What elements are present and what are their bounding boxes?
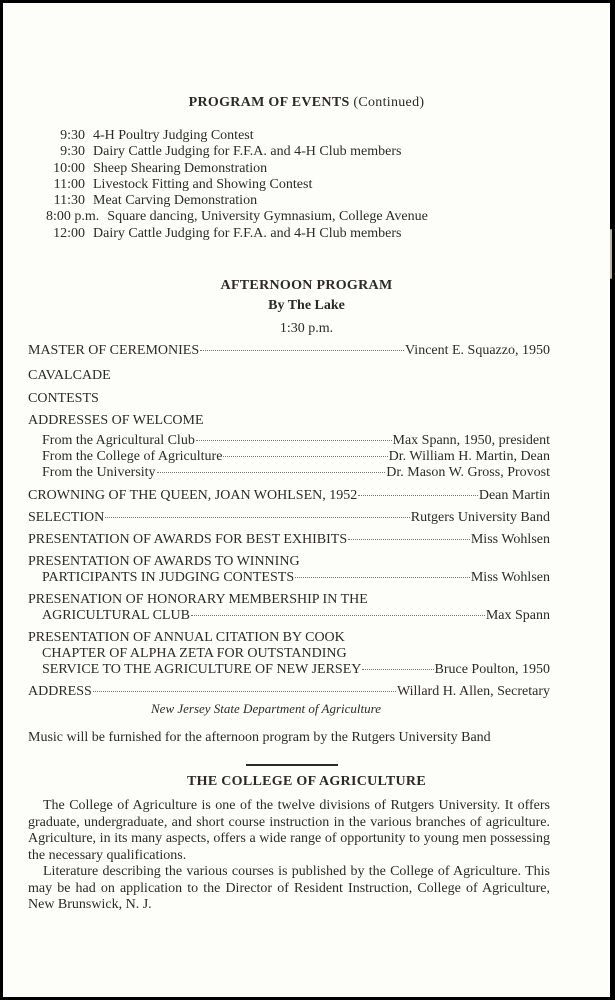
schedule-row: 10:00 Sheep Shearing Demonstration — [53, 160, 268, 176]
college-heading: THE COLLEGE OF AGRICULTURE — [187, 774, 426, 789]
program-item-citation-cont: SERVICE TO THE AGRICULTURE OF NEW JERSEY Bruce Poulton, 1950 — [42, 662, 550, 677]
section-divider — [246, 764, 338, 766]
address-organization: New Jersey State Department of Agriculture — [151, 701, 381, 716]
college-paragraph: Literature describing the various courses is published by the College of Agriculture. This may be had on application to the Director of Resident Instruction, College of Agriculture, New Brunswick, N. J. — [28, 864, 550, 912]
music-note: Music will be furnished for the afternoon program by the Rutgers University Band — [28, 730, 491, 745]
college-description — [28, 798, 550, 914]
program-events-heading: PROGRAM OF EVENTS (Continued) — [188, 95, 425, 110]
program-item-welcome: ADDRESSES OF WELCOME — [28, 413, 204, 428]
program-item-contests: CONTESTS — [28, 391, 99, 406]
program-page — [3, 3, 610, 997]
schedule-row: 9:30 4-H Poultry Judging Contest — [60, 128, 254, 143]
welcome-college: From the College of Agriculture Dr. William H. Martin, Dean — [42, 449, 550, 464]
program-item-awards-winning-cont: PARTICIPANTS IN JUDGING CONTESTS Miss Wohlsen — [42, 570, 550, 585]
program-item-master: MASTER OF CEREMONIES Vincent E. Squazzo, 1950 — [28, 343, 550, 358]
welcome-university: From the University Dr. Mason W. Gross, Provost — [42, 465, 550, 480]
schedule-row: 11:30 Meat Carving Demonstration — [53, 193, 258, 209]
program-item-awards-winning: PRESENTATION OF AWARDS TO WINNING — [28, 554, 300, 569]
schedule-row: 8:00 p.m. Square dancing, University Gymnasium, College Avenue — [46, 209, 428, 225]
schedule-row: 9:30 Dairy Cattle Judging for F.F.A. and 4-H Club members — [60, 144, 402, 160]
schedule-row: 11:00 Livestock Fitting and Showing Contest — [53, 176, 313, 192]
program-item-honorary: PRESENATION OF HONORARY MEMBERSHIP IN THE — [28, 592, 368, 607]
schedule-row: 12:00 Dairy Cattle Judging for F.F.A. and 4-H Club members — [53, 225, 402, 241]
program-item-awards-exhibits: PRESENTATION OF AWARDS FOR BEST EXHIBITS Miss Wohlsen — [28, 532, 550, 547]
program-item-cavalcade: CAVALCADE — [28, 368, 111, 383]
program-item-honorary-cont: AGRICULTURAL CLUB Max Spann — [42, 608, 550, 623]
continued-label: (Continued) — [353, 95, 425, 110]
program-item-address: ADDRESS Willard H. Allen, Secretary — [28, 684, 550, 699]
program-item-crowning: CROWNING OF THE QUEEN, JOAN WOHLSEN, 1952 Dean Martin — [28, 488, 550, 503]
program-item-selection: SELECTION Rutgers University Band — [28, 510, 550, 525]
page-binding-mark — [610, 229, 612, 279]
welcome-ag-club: From the Agricultural Club Max Spann, 1950, president — [42, 433, 550, 448]
college-paragraph: The College of Agriculture is one of the twelve divisions of Rutgers University. It offers graduate, undergraduate, and short course instruction in the various branches of agriculture. Agriculture, in its many aspects, offers a wide range of opportunity to young men possessing the necessary qualifications. — [28, 798, 550, 863]
afternoon-heading: AFTERNOON PROGRAM — [220, 278, 393, 293]
program-item-citation-line2: CHAPTER OF ALPHA ZETA FOR OUTSTANDING — [42, 646, 347, 661]
program-item-citation: PRESENTATION OF ANNUAL CITATION BY COOK — [28, 630, 345, 645]
afternoon-time: 1:30 p.m. — [279, 321, 334, 336]
afternoon-location: By The Lake — [268, 298, 345, 313]
events-schedule — [40, 128, 428, 242]
